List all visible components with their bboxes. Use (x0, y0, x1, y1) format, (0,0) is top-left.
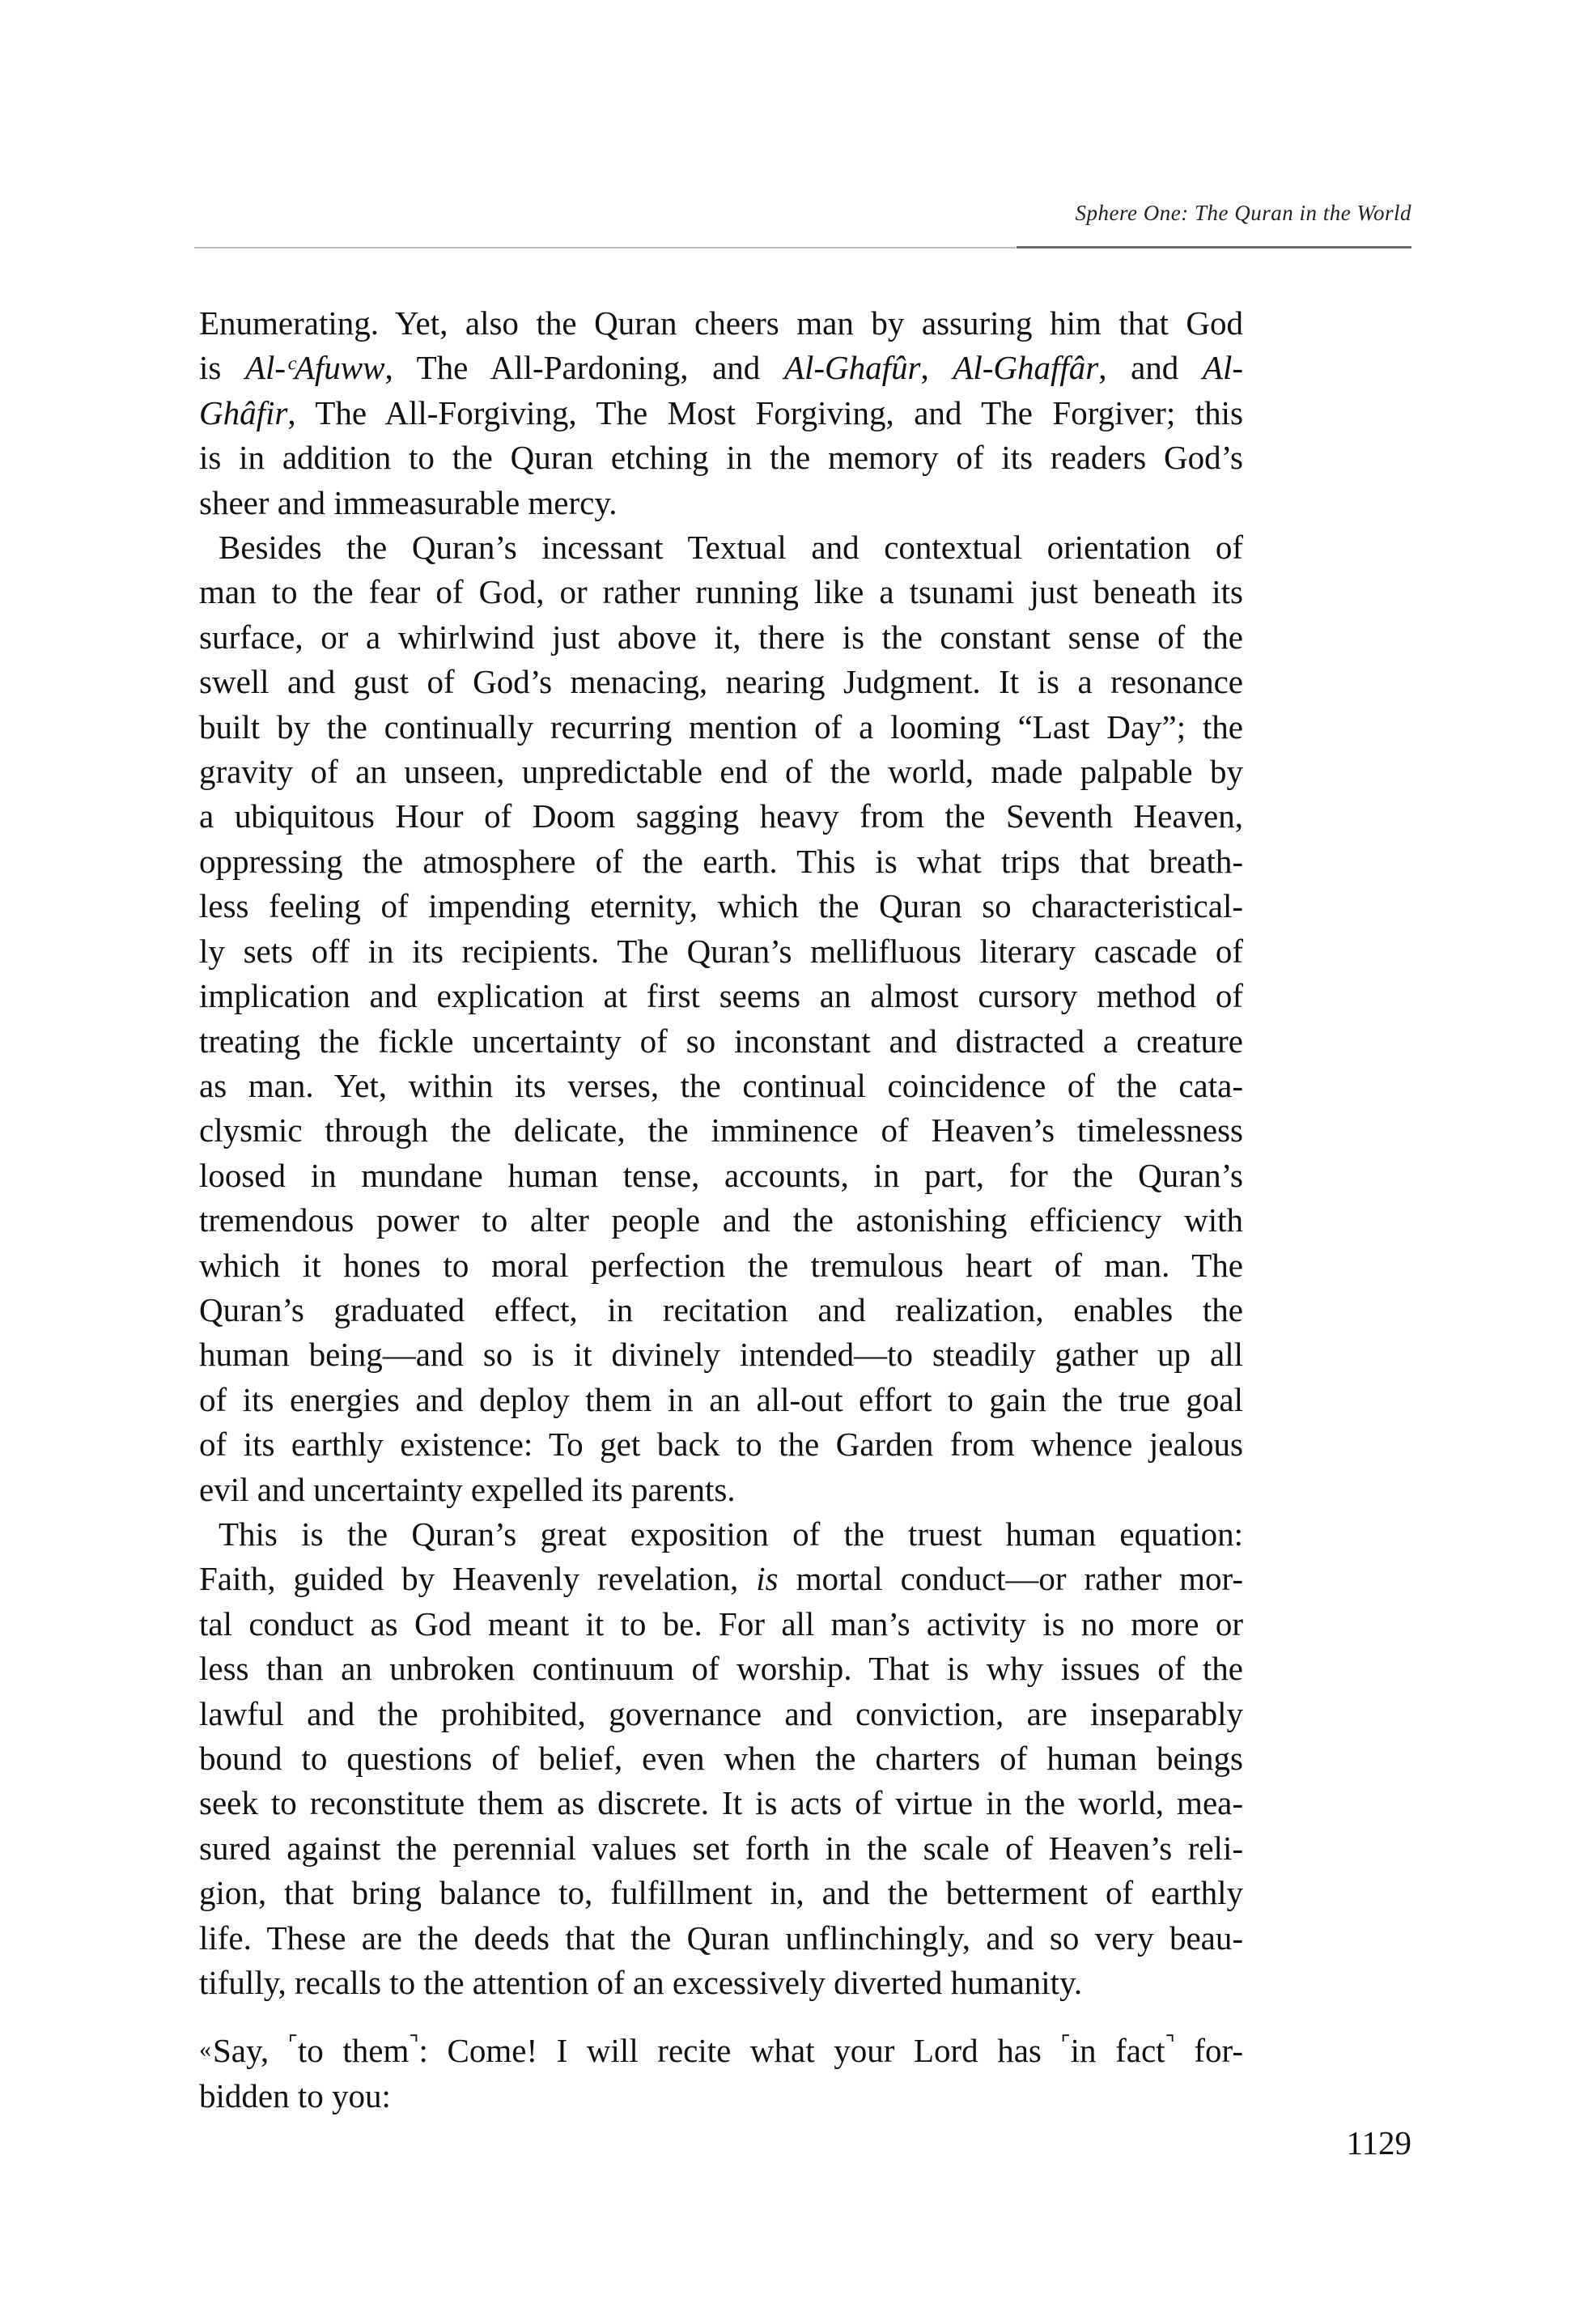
text-run: , The All-Forgiving, The Most Forgiving, and The Forgiver; this (287, 393, 1243, 431)
text-run: implication and explication at first seems an almost cursory method of (199, 977, 1243, 1015)
text-run: less than an unbroken continuum of worship. That is why issues of the (199, 1650, 1243, 1688)
text-run: gion, that bring balance to, fulfillment in, and the betterment of earthly (199, 1874, 1243, 1912)
text-run: is (199, 349, 245, 387)
text-line (199, 1198, 1243, 1243)
text-run: Quran’s graduated effect, in recitation and realization, enables the (199, 1290, 1243, 1328)
text-run: is in addition to the Quran etching in the memory of its readers God’s (199, 439, 1243, 477)
text-run: human being—and so is it divinely intended—to steadily gather up all (199, 1336, 1243, 1374)
text-run: : Come! I will recite what your Lord has (418, 2032, 1061, 2070)
text-run: to them (297, 2032, 410, 2070)
text-run: treating the fickle uncertainty of so inconstant and distracted a creature (199, 1022, 1243, 1060)
text-run: , and (1098, 349, 1203, 387)
text-run: of its energies and deploy them in an all-out effort to gain the true goal (199, 1380, 1243, 1418)
text-line (199, 1512, 1243, 1557)
text-line (199, 525, 1243, 570)
ornate-quote-icon: « (199, 2036, 211, 2063)
text-run: sheer and immeasurable mercy. (199, 483, 618, 521)
text-line (199, 391, 1243, 436)
text-run: clysmic through the delicate, the imminence of Heaven’s timelessness (199, 1111, 1243, 1150)
italic-term: Al-Ghafûr (783, 349, 921, 387)
text-line (199, 301, 1243, 346)
text-line (199, 1602, 1243, 1647)
italic-term: is (756, 1560, 779, 1598)
text-line (199, 1961, 1243, 2005)
page-number: 1129 (1346, 2124, 1411, 2161)
quran-verse (199, 2021, 1243, 2118)
text-run: a ubiquitous Hour of Doom sagging heavy from the Seventh Heaven, (199, 797, 1243, 835)
paragraphs (199, 301, 1243, 2005)
text-run: loosed in mundane human tense, accounts, in part, for the Quran’s (199, 1156, 1243, 1194)
text-line (199, 615, 1243, 660)
text-run: lawful and the prohibited, governance and conviction, are inseparably (199, 1694, 1243, 1732)
text-run: surface, or a whirlwind just above it, there is the constant sense of the (199, 618, 1243, 656)
text-line (199, 1422, 1243, 1467)
paragraph (199, 525, 1243, 1512)
text-run: of its earthly existence: To get back to the Garden from whence jealous (199, 1426, 1243, 1464)
body-text (199, 301, 1243, 2118)
text-line (199, 660, 1243, 704)
text-run: , (920, 349, 953, 387)
text-run: tremendous power to alter people and the astonishing efficiency with (199, 1201, 1243, 1239)
text-line (199, 1378, 1243, 1422)
text-line (199, 1108, 1243, 1153)
text-run: for- (1174, 2032, 1243, 2070)
text-line (199, 346, 1243, 390)
text-line (199, 1019, 1243, 1064)
text-line (199, 1064, 1243, 1108)
verse-line: bidden to you: (199, 2076, 391, 2114)
text-line (199, 1871, 1243, 1915)
text-run: Besides the Quran’s incessant Textual and contextual orientation of (219, 529, 1243, 567)
text-run: mortal conduct—or rather mor- (778, 1560, 1243, 1598)
text-run: bound to questions of belief, even when the charters of human beings (199, 1740, 1243, 1777)
text-line (199, 1736, 1243, 1781)
running-head-title: Sphere One: The Quran in the World (1075, 201, 1411, 225)
text-run: ly sets off in its recipients. The Quran’s mellifluous literary cascade of (199, 932, 1243, 970)
text-run: evil and uncertainty expelled its parents. (199, 1470, 736, 1508)
text-run: swell and gust of God’s menacing, nearing Judgment. It is a resonance (199, 663, 1243, 701)
text-run: oppressing the atmosphere of the earth. This is what trips that breath- (199, 842, 1243, 880)
half-bracket: ⌝ (1165, 2032, 1175, 2056)
text-run: which it hones to moral perfection the tremulous heart of man. The (199, 1246, 1243, 1284)
text-run: in fact (1070, 2032, 1165, 2070)
paragraph (199, 301, 1243, 525)
text-run: Say, (213, 2032, 288, 2070)
text-line (199, 1154, 1243, 1198)
text-line (199, 1557, 1243, 1601)
text-run: as man. Yet, within its verses, the continual coincidence of the cata- (199, 1066, 1243, 1104)
text-run: gravity of an unseen, unpredictable end of the world, made palpable by (199, 753, 1243, 791)
text-run: Enumerating. Yet, also the Quran cheers man by assuring him that God (199, 304, 1243, 342)
text-run: seek to reconstitute them as discrete. It is acts of virtue in the world, mea- (199, 1784, 1243, 1822)
text-line (199, 436, 1243, 480)
text-line (199, 1647, 1243, 1691)
text-line (199, 884, 1243, 929)
italic-term: Al-Ghaffâr (953, 349, 1099, 387)
text-line (199, 481, 1243, 525)
text-line (199, 1288, 1243, 1332)
text-line (199, 1826, 1243, 1871)
half-bracket: ⌜ (287, 2032, 298, 2056)
italic-term: Ghâfir (199, 393, 288, 431)
text-run: tifully, recalls to the attention of an excessively diverted humanity. (199, 1964, 1083, 2002)
text-line (199, 929, 1243, 974)
text-line (199, 1243, 1243, 1288)
text-run: , The All-Pardoning, and (384, 349, 784, 387)
italic-term: Al- (1202, 349, 1243, 387)
text-run: built by the continually recurring mention of a looming “Last Day”; the (199, 708, 1243, 746)
text-line (199, 570, 1243, 614)
text-line (199, 1332, 1243, 1377)
text-run: sured against the perennial values set forth in the scale of Heaven’s reli- (199, 1829, 1243, 1867)
half-bracket: ⌜ (1060, 2032, 1071, 2056)
text-line (199, 974, 1243, 1018)
text-line (199, 839, 1243, 884)
text-line (199, 705, 1243, 750)
header-rule-accent (1017, 246, 1411, 249)
text-run: This is the Quran’s great exposition of the truest human equation: (219, 1515, 1243, 1553)
text-run: life. These are the deeds that the Quran unflinchingly, and so very beau- (199, 1919, 1243, 1957)
text-line (199, 1468, 1243, 1512)
text-line (199, 1781, 1243, 1825)
text-run: tal conduct as God meant it to be. For all man’s activity is no more or (199, 1604, 1243, 1642)
text-line (199, 1692, 1243, 1736)
text-run: man to the fear of God, or rather running like a tsunami just beneath its (199, 573, 1243, 611)
text-line (199, 1916, 1243, 1961)
text-run: Faith, guided by Heavenly revelation, (199, 1560, 757, 1598)
text-line (199, 794, 1243, 839)
half-bracket: ⌝ (409, 2032, 419, 2056)
header-rule (194, 247, 1016, 249)
verse-line (199, 2021, 1243, 2073)
text-line (199, 750, 1243, 794)
text-run: less feeling of impending eternity, which the Quran so characteristical- (199, 887, 1243, 925)
italic-term: Al-ᶜAfuww (244, 349, 385, 387)
paragraph (199, 1512, 1243, 2005)
